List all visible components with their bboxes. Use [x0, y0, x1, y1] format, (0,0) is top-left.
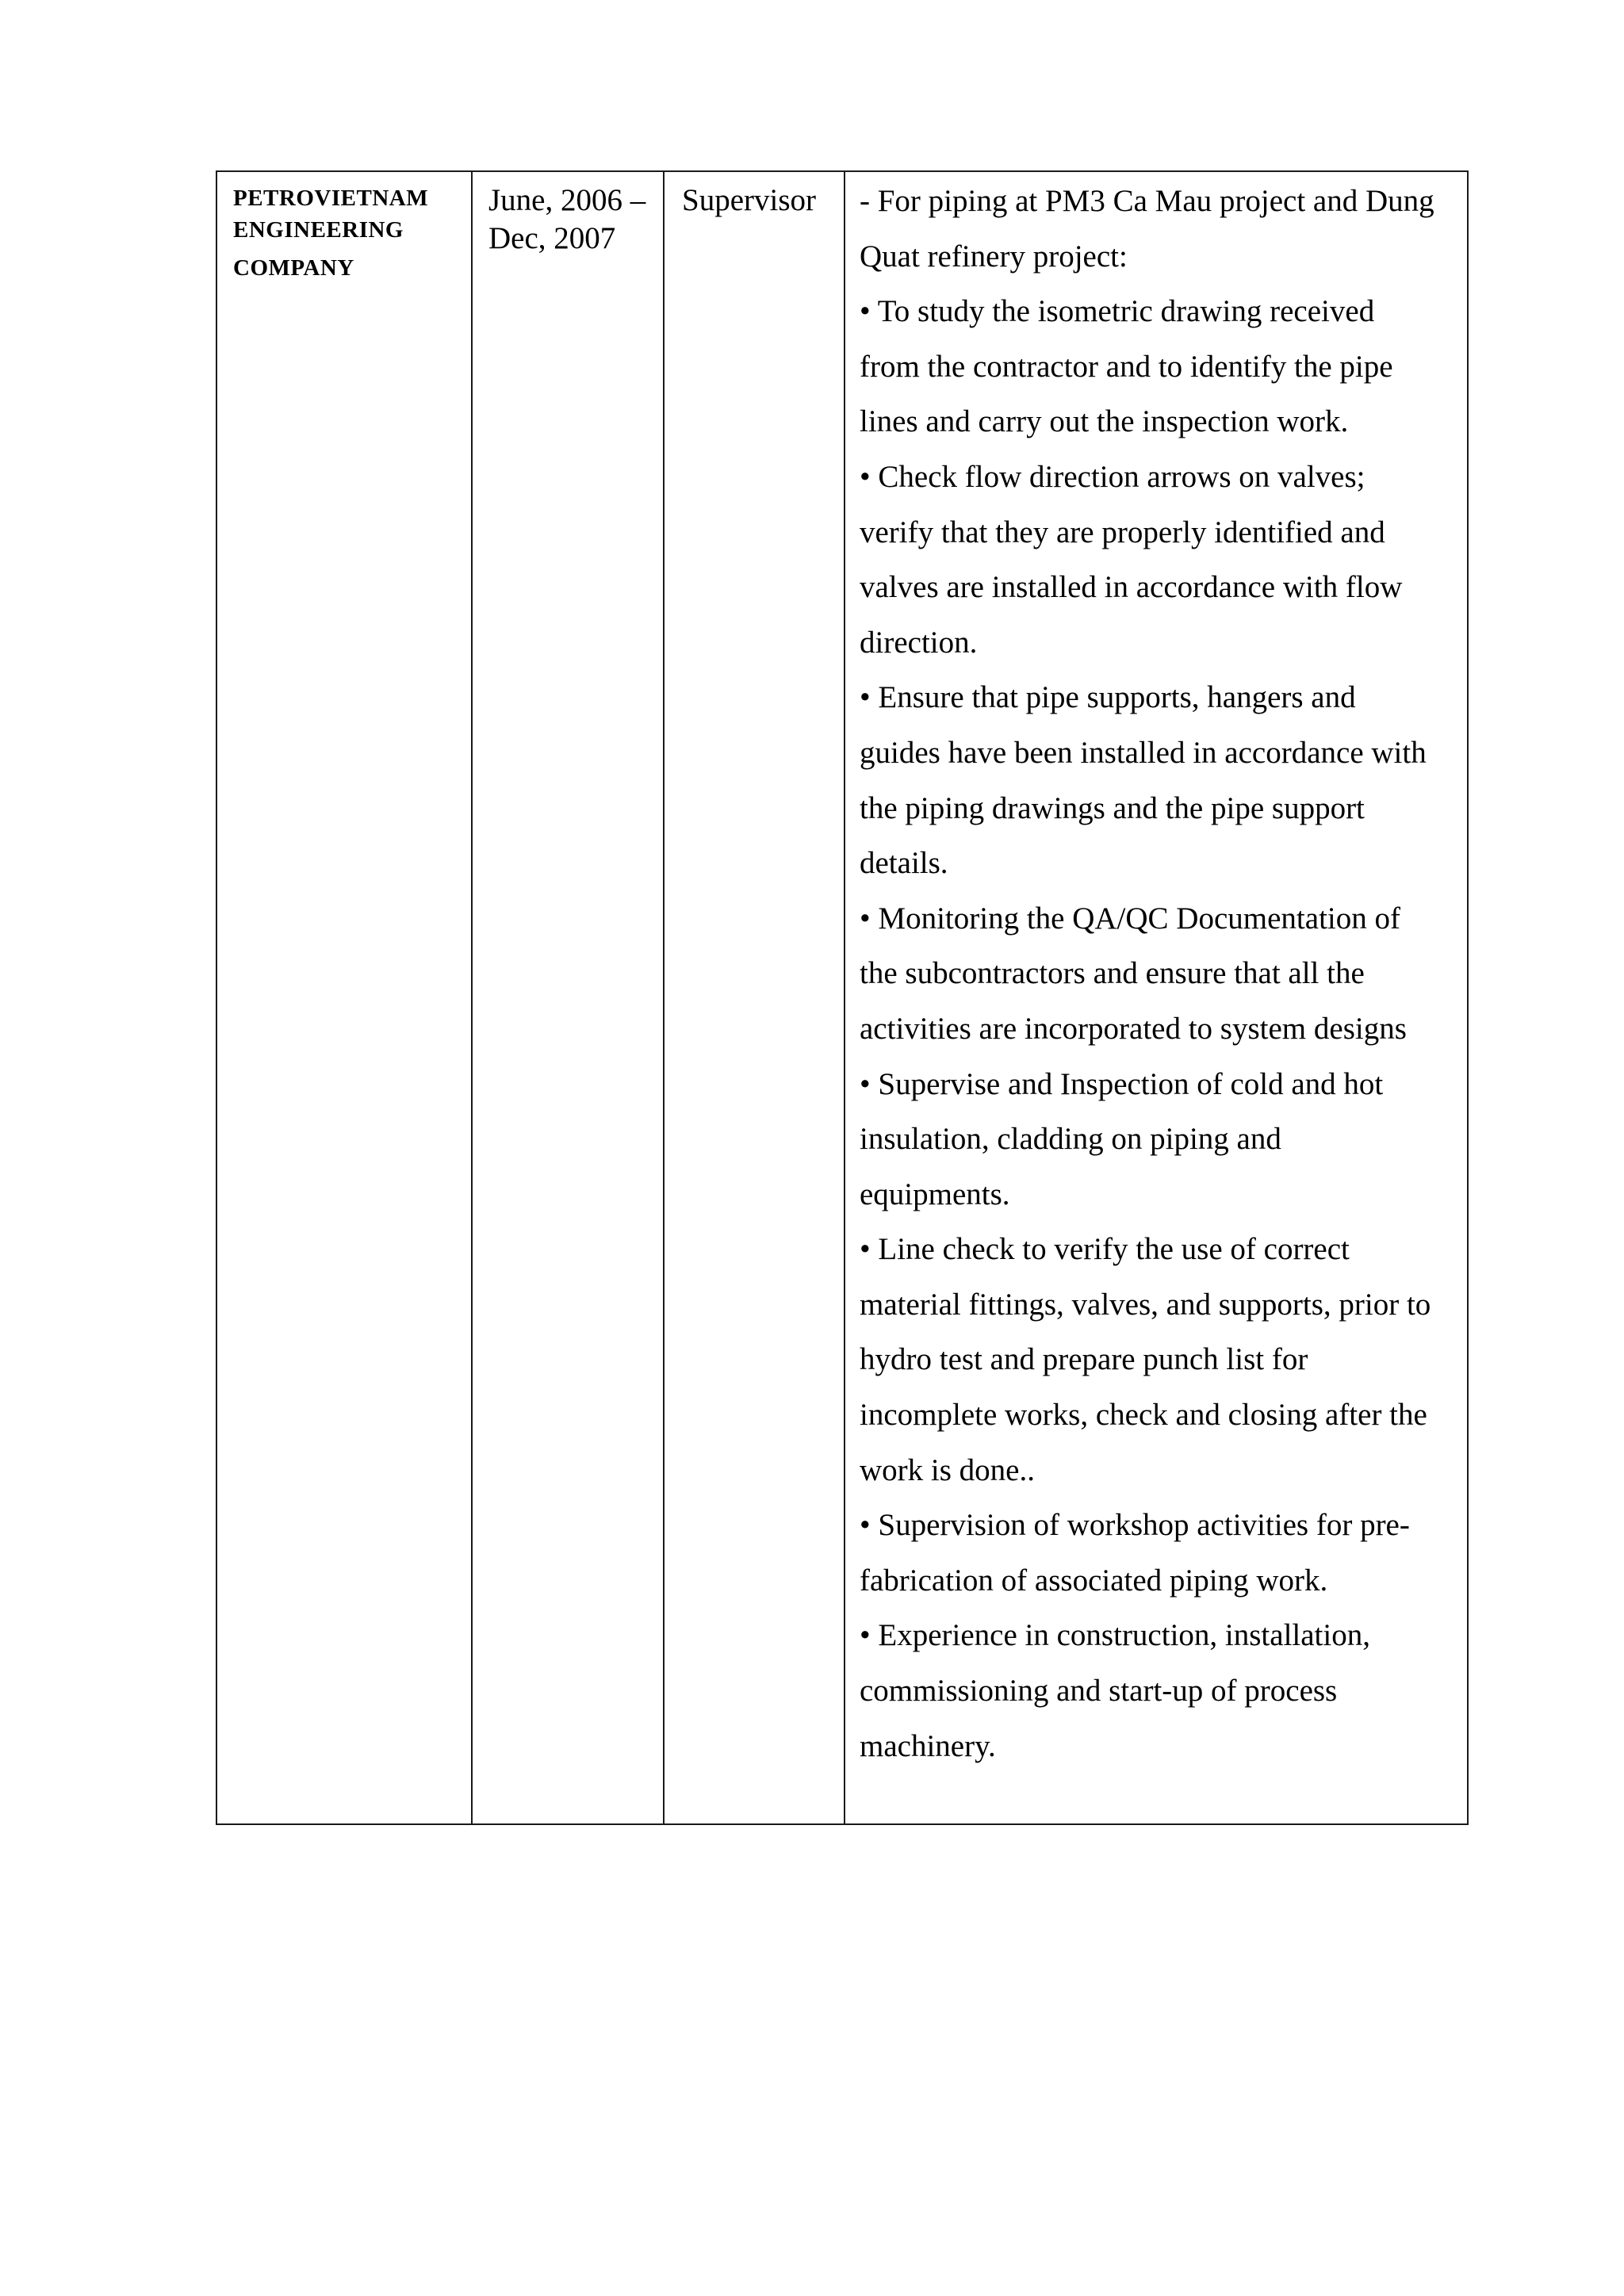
duty-line: machinery. [860, 1728, 996, 1763]
position-cell [664, 171, 845, 1824]
duties-cell [845, 171, 1468, 1824]
position-title: Supervisor [682, 183, 816, 217]
duty-line: • Supervision of workshop activities for pre- [860, 1508, 1410, 1543]
duty-line: - For piping at PM3 Ca Mau project and Dung [860, 184, 1434, 218]
duty-line: • To study the isometric drawing received [860, 294, 1375, 329]
duty-line: direction. [860, 625, 978, 660]
duty-line: • Supervise and Inspection of cold and hot [860, 1066, 1384, 1101]
company-name [217, 172, 471, 284]
duty-line: • Experience in construction, installation, [860, 1618, 1370, 1653]
period-line: June, 2006 – [488, 183, 646, 217]
duty-line: material fittings, valves, and supports, prior to [860, 1287, 1431, 1322]
duty-line: fabrication of associated piping work. [860, 1563, 1328, 1598]
company-line: COMPANY [233, 255, 354, 281]
duty-line: • Monitoring the QA/QC Documentation of [860, 901, 1400, 936]
duty-line: incomplete works, check and closing after the [860, 1398, 1427, 1433]
duty-line: work is done.. [860, 1452, 1035, 1487]
duty-line: hydro test and prepare punch list for [860, 1342, 1308, 1377]
duty-line: the piping drawings and the pipe support [860, 790, 1365, 825]
duty-line: details. [860, 846, 948, 881]
duty-line: • Ensure that pipe supports, hangers and [860, 680, 1356, 715]
duty-line: guides have been installed in accordance with [860, 735, 1427, 770]
duty-line: valves are installed in accordance with flow [860, 570, 1403, 605]
duty-line: lines and carry out the inspection work. [860, 404, 1349, 439]
employment-period [473, 172, 663, 258]
duties-list [845, 172, 1467, 1774]
company-line: PETROVIETNAM [233, 186, 429, 211]
duty-line: • Check flow direction arrows on valves; [860, 459, 1365, 494]
duty-line: commissioning and start-up of process [860, 1674, 1338, 1709]
duty-line: the subcontractors and ensure that all the [860, 956, 1365, 991]
company-cell [216, 171, 472, 1824]
company-line: ENGINEERING [233, 217, 404, 243]
duty-line: • Line check to verify the use of correct [860, 1232, 1350, 1267]
duty-line: insulation, cladding on piping and [860, 1122, 1281, 1157]
duty-line: activities are incorporated to system designs [860, 1011, 1407, 1046]
period-line: Dec, 2007 [488, 221, 616, 255]
experience-table [216, 170, 1469, 1825]
duty-line: verify that they are properly identified and [860, 515, 1385, 549]
period-cell [472, 171, 664, 1824]
duty-line: Quat refinery project: [860, 239, 1128, 274]
table-row [216, 171, 1468, 1824]
duty-line: equipments. [860, 1177, 1010, 1211]
duty-line: from the contractor and to identify the pipe [860, 349, 1393, 384]
